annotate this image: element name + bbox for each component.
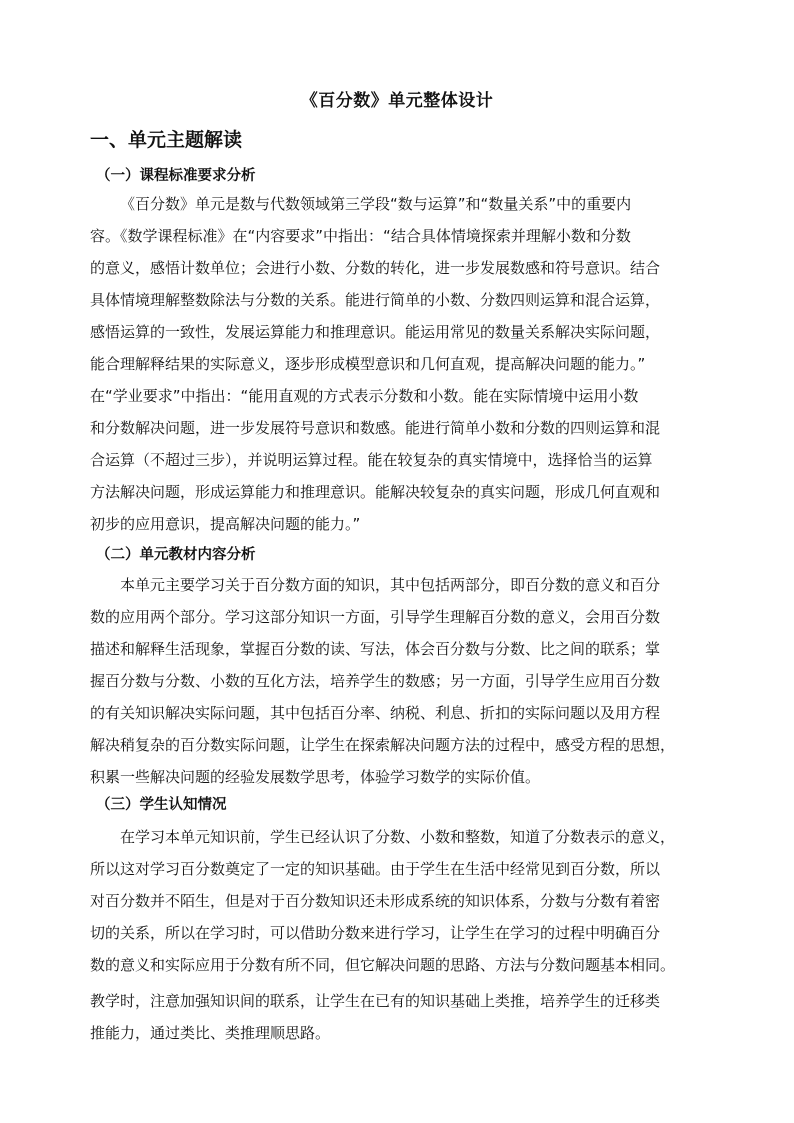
paragraph-line: 数的应用两个部分。学习这部分知识一方面，引导学生理解百分数的意义，会用百分数 (90, 608, 661, 626)
paragraph-line: 握百分数与分数、小数的互化方法，培养学生的数感；另一方面，引导学生应用百分数 (90, 672, 661, 690)
paragraph-line: 和分数解决问题，进一步发展符号意识和数感。能进行简单小数和分数的四则运算和混 (90, 419, 661, 437)
subsection-heading-1: （一）课程标准要求分析 (96, 168, 256, 184)
paragraph-line: 在学习本单元知识前，学生已经认识了分数、小数和整数，知道了分数表示的意义， (120, 828, 676, 846)
paragraph-line: 的有关知识解决实际问题，其中包括百分率、纳税、利息、折扣的实际问题以及用方程 (90, 704, 661, 722)
paragraph-line: 积累一些解决问题的经验发展数学思考，体验学习数学的实际价值。 (90, 768, 541, 786)
section-heading-1: 一、单元主题解读 (90, 129, 243, 151)
paragraph-line: 初步的应用意识，提高解决问题的能力。” (90, 515, 361, 533)
document-title: 《百分数》单元整体设计 (300, 91, 494, 111)
paragraph-line: 切的关系，所以在学习时，可以借助分数来进行学习，让学生在学习的过程中明确百分 (90, 924, 661, 942)
paragraph-line: 方法解决问题，形成运算能力和推理意识。能解决较复杂的真实问题，形成几何直观和 (90, 483, 661, 501)
paragraph-line: 感悟运算的一致性，发展运算能力和推理意识。能运用常见的数量关系解决实际问题， (90, 323, 661, 341)
paragraph-line: 对百分数并不陌生，但是对于百分数知识还未形成系统的知识体系，分数与分数有着密 (90, 892, 661, 910)
paragraph-line: 的意义，感悟计数单位；会进行小数、分数的转化，进一步发展数感和符号意识。结合 (90, 259, 661, 277)
paragraph-line: 合运算（不超过三步），并说明运算过程。能在较复杂的真实情境中，选择恰当的运算 (90, 451, 653, 469)
paragraph-line: 教学时，注意加强知识间的联系，让学生在已有的知识基础上类推，培养学生的迁移类 (90, 992, 661, 1010)
paragraph-line: 具体情境理解整数除法与分数的关系。能进行简单的小数、分数四则运算和混合运算， (90, 291, 661, 309)
paragraph-line: 解决稍复杂的百分数实际问题，让学生在探索解决问题方法的过程中，感受方程的思想， (90, 736, 676, 754)
paragraph-line: 数的意义和实际应用于分数有所不同，但它解决问题的思路、方法与分数问题基本相同。 (90, 956, 676, 974)
paragraph-line: 容。《数学课程标准》在“内容要求”中指出：“结合具体情境探索并理解小数和分数 (90, 227, 631, 245)
paragraph-line: 在“学业要求”中指出：“能用直观的方式表示分数和小数。能在实际情境中运用小数 (90, 387, 639, 405)
paragraph-line: 本单元主要学习关于百分数方面的知识，其中包括两部分，即百分数的意义和百分 (120, 576, 661, 594)
subsection-heading-2: （二）单元教材内容分析 (96, 547, 256, 563)
paragraph-line: 能合理解释结果的实际意义，逐步形成模型意识和几何直观，提高解决问题的能力。” (90, 355, 646, 373)
paragraph-line: 描述和解释生活现象，掌握百分数的读、写法，体会百分数与分数、比之间的联系；掌 (90, 640, 661, 658)
paragraph-line: 所以这对学习百分数奠定了一定的知识基础。由于学生在生活中经常见到百分数，所以 (90, 860, 661, 878)
paragraph-line: 推能力，通过类比、类推理顺思路。 (90, 1024, 331, 1042)
paragraph-line: 《百分数》单元是数与代数领域第三学段“数与运算”和“数量关系”中的重要内 (120, 195, 632, 213)
subsection-heading-3: （三）学生认知情况 (96, 797, 227, 813)
